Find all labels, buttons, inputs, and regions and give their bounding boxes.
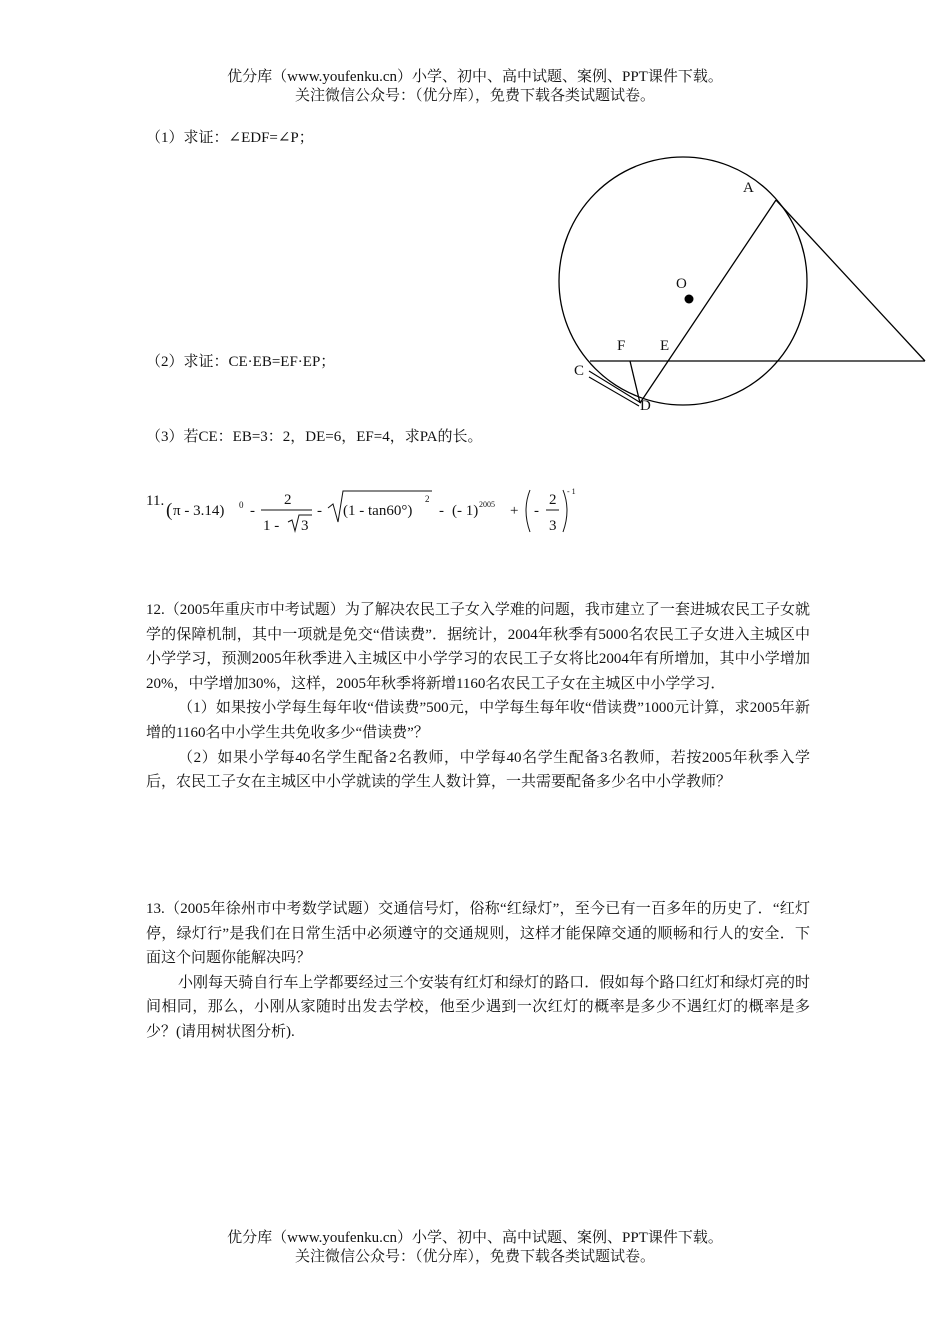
q11-minus-3: - [439,503,444,519]
segment-c-d-2 [589,377,639,406]
q11-sqrt-3: 3 [301,518,309,534]
label-d: D [640,398,651,414]
line-a-p [776,200,925,361]
q11-den-1-minus: 1 - [263,518,280,534]
q11-frac-den: 3 [549,518,557,534]
q11-pi-term: π - 3.14) [173,503,225,519]
header-line-2: 关注微信公众号：（优分库），免费下载各类试题试卷。 [294,88,655,104]
q11-neg-one: (- 1) [452,503,479,519]
q11-exp-2005: 2005 [479,500,495,509]
label-e: E [660,338,670,354]
q10-part2: （2）求证：CE·EB=EF·EP； [146,354,336,370]
q11-exp-neg1: - 1 [567,487,576,496]
q10-part3: （3）若CE：EB=3：2，DE=6，EF=4，求PA的长。 [146,429,483,445]
q11-num-2: 2 [284,492,292,508]
q11-number: 11. [146,493,165,509]
q11-frac-sign: - [534,503,539,519]
q11-open-paren: ( [166,500,173,521]
label-o: O [676,276,687,292]
circle-figure [0,0,950,420]
q11-minus-2: - [317,503,322,519]
chord-a-d [640,200,776,403]
label-f: F [617,338,626,354]
q13-intro: 13.（2005年徐州市中考数学试题）交通信号灯，俗称“红绿灯”，至今已有一百多年的历史了．“红灯停，绿灯行”是我们在日常生活中必须遵守的交通规则，这样才能保障交通的顺畅和行人的安全．下面这个问题你能解决吗？ [146,901,810,967]
q11-frac-num: 2 [549,492,557,508]
q11-tan-term: (1 - tan60°) [343,503,413,519]
q12-intro: 12.（2005年重庆市中考试题）为了解决农民工子女入学难的问题，我市建立了一套进城农民工子女就学的保障机制，其中一项就是免交“借读费”．据统计，2004年秋季有5000名农民工子女进入主城区中小学学习，预测2005年秋季进入主城区中小学学习的农民工子女将比2004年有所增加，其中小学增加20%，中学增加30%，这样，2005年秋季将新增1160名农民工子女在主城区中小学学习． [146,602,810,692]
q11-plus: + [510,503,519,519]
q11-formula [160,480,630,540]
center-point-o [685,295,694,304]
q11-exp-2: 2 [425,494,430,504]
q10-part1: （1）求证：∠EDF=∠P； [146,130,314,146]
q12-part1: （1）如果按小学每生每年收“借读费”500元，中学每生每年收“借读费”1000元计算，求2005年新增的1160名中小学生共免收多少“借读费”？ [146,700,810,741]
q12-part2: （2）如果小学每40名学生配备2名教师，中学每40名学生配备3名教师，若按2005年秋季入学后，农民工子女在主城区中小学就读的学生人数计算，一共需要配备多少名中小学教师？ [146,749,810,791]
q12-block [146,598,810,795]
q13-body: 小刚每天骑自行车上学都要经过三个安装有红灯和绿灯的路口．假如每个路口红灯和绿灯亮的时间相同，那么，小刚从家随时出发去学校，他至少遇到一次红灯的概率是多少不遇红灯的概率是多少？(请用树状图分析). [146,974,810,1040]
q13-block [146,897,810,1045]
footer-line-1: 优分库（www.youfenku.cn）小学、初中、高中试题、案例、PPT课件下载。 [227,1230,723,1246]
label-a: A [743,180,754,196]
header-line-1: 优分库（www.youfenku.cn）小学、初中、高中试题、案例、PPT课件下载。 [227,69,723,85]
q11-exp-0: 0 [239,500,244,510]
footer-line-2: 关注微信公众号：（优分库），免费下载各类试题试卷。 [294,1249,655,1265]
q11-minus-1: - [250,503,255,519]
label-c: C [574,363,585,379]
